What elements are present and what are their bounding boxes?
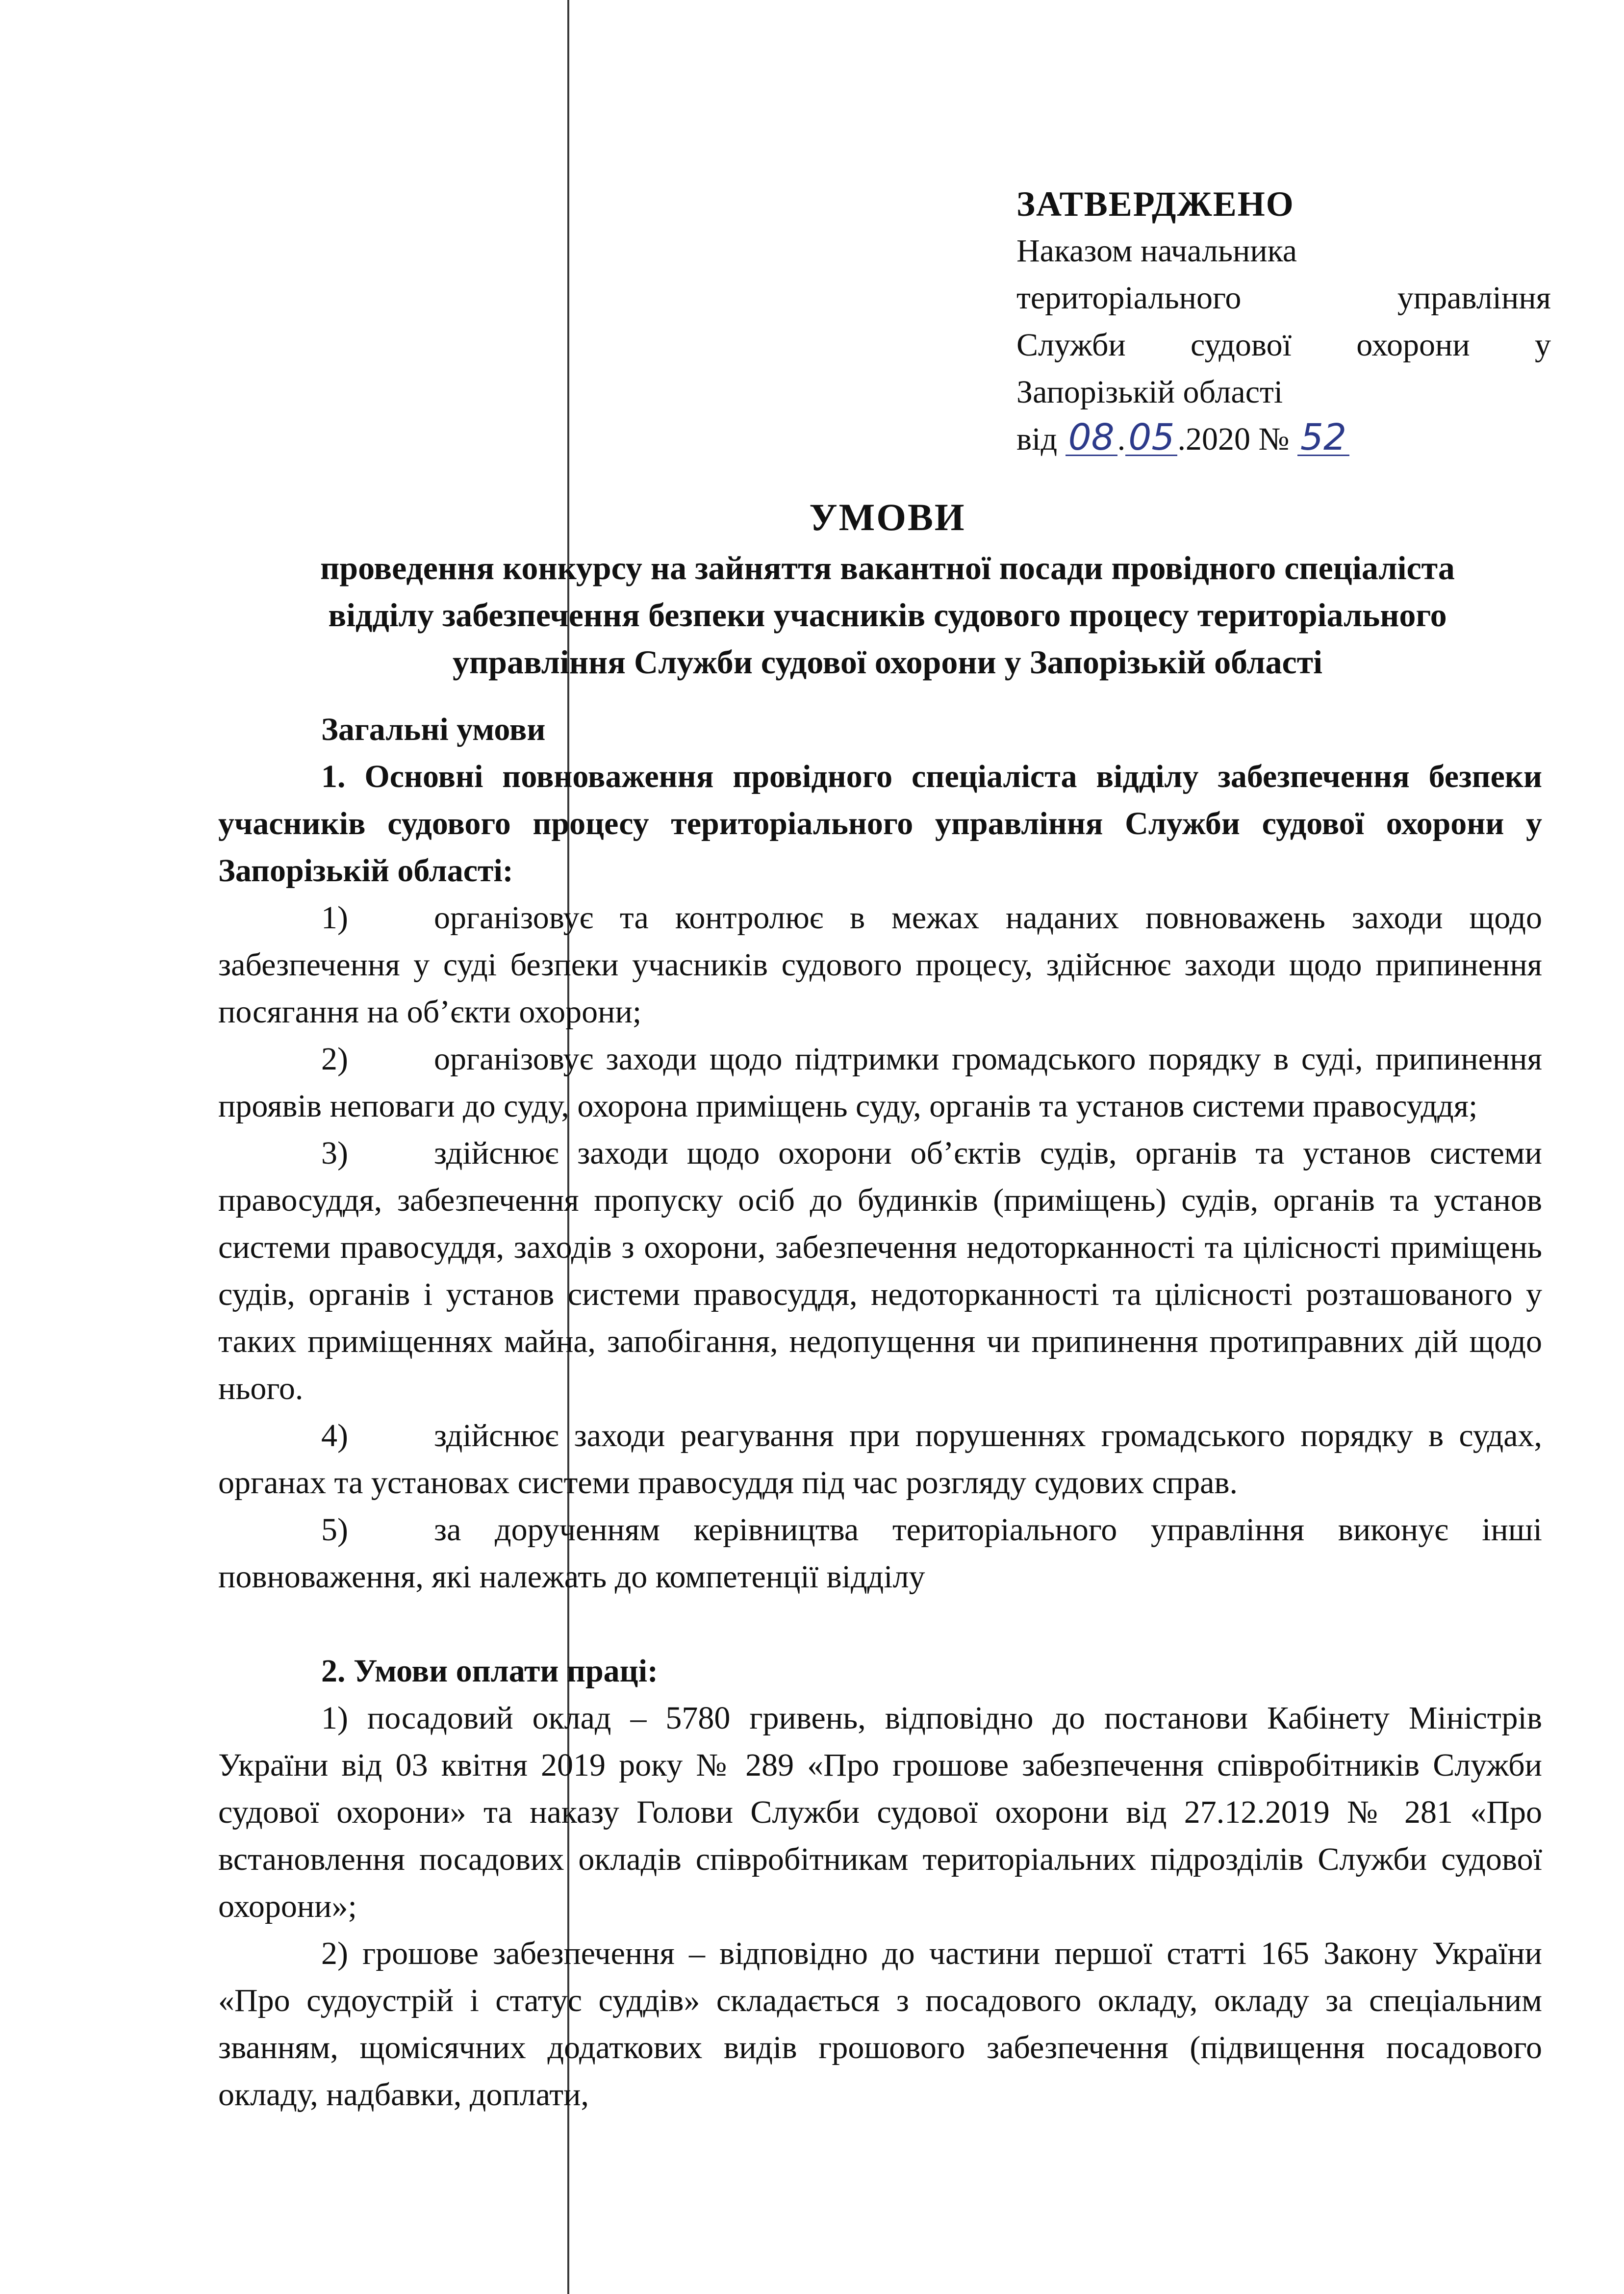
duty-item <box>218 894 1542 1036</box>
duty-text: за дорученням керівництва територіального управління виконує інші повноваження, які належать до компетенції відділу <box>218 1512 1542 1595</box>
section-2-title: 2. Умови оплати праці: <box>321 1653 659 1689</box>
duty-item <box>218 1412 1542 1506</box>
handwritten-order-number: 52 <box>1297 420 1349 456</box>
heading-subtitle-1: проведення конкурсу на зайняття вакантної посади провідного спеціаліста <box>320 549 1455 586</box>
date-separator: . <box>1117 421 1126 457</box>
general-title: Загальні умови <box>321 712 546 747</box>
duty-number: 5) <box>321 1512 348 1548</box>
approval-title: ЗАТВЕРДЖЕНО <box>1016 184 1294 224</box>
duty-text: організовує та контролює в межах наданих повноважень заходи щодо забезпечення у суді безпеки учасників судового процесу, здійснює заходи щодо припинення посягання на об’єкти охорони; <box>218 900 1542 1030</box>
date-prefix: від <box>1016 421 1058 457</box>
section-spacer <box>218 1601 1542 1648</box>
heading-subtitle-2: відділу забезпечення безпеки учасників судового процесу територіального <box>328 596 1447 634</box>
duty-item <box>218 1036 1542 1130</box>
date-year: .2020 № <box>1177 421 1290 457</box>
duty-text: здійснює заходи щодо охорони об’єктів судів, органів та установ системи правосуддя, забезпечення пропуску осіб до будинків (приміщень) судів, органів та установ системи правосуддя, заходів з охорони, забезпечення недоторканності та цілісності приміщень судів, органів і установ системи правосуддя, недоторканності та цілісності розташованого у таких приміщеннях майна, запобігання, недопущення чи припинення протиправних дій щодо нього. <box>218 1135 1542 1406</box>
approval-line-1: Наказом начальника <box>1016 233 1297 269</box>
document-body <box>218 706 1542 2118</box>
duty-item <box>218 1130 1542 1412</box>
approval-date-line <box>1016 416 1551 463</box>
duty-number: 2) <box>321 1041 348 1077</box>
pay-item: 1) посадовий оклад – 5780 гривень, відповідно до постанови Кабінету Міністрів України від 03 квітня 2019 року № 289 «Про грошове забезпечення співробітників Служби судової охорони» та наказу Голови Служби судової охорони від 27.12.2019 № 281 «Про встановлення посадових окладів співробітникам територіальних підрозділів Служби судової охорони»; <box>218 1700 1542 1924</box>
duty-number: 3) <box>321 1135 348 1171</box>
approval-line-2a: територіального <box>1016 280 1242 316</box>
heading-subtitle-3: управління Служби судової охорони у Запорізькій області <box>452 643 1323 681</box>
heading-title: УМОВИ <box>809 496 966 538</box>
duty-text: здійснює заходи реагування при порушеннях громадського порядку в судах, органах та установах системи правосуддя під час розгляду судових справ. <box>218 1418 1542 1501</box>
approval-block <box>1016 180 1551 463</box>
approval-line-3: Служби судової охорони у <box>1016 327 1551 363</box>
duty-item <box>218 1506 1542 1601</box>
document-heading <box>226 490 1549 686</box>
duty-text: організовує заходи щодо підтримки громадського порядку в суді, припинення проявів неповаги до суду, охорона приміщень суду, органів та установ системи правосуддя; <box>218 1041 1542 1124</box>
handwritten-month: 05 <box>1125 420 1177 456</box>
duty-number: 4) <box>321 1418 348 1453</box>
approval-line-2 <box>1016 275 1551 322</box>
section-1-title: 1. Основні повноваження провідного спеціаліста відділу забезпечення безпеки учасників судового процесу територіального управління Служби судової охорони у Запорізькій області: <box>218 759 1542 889</box>
handwritten-day: 08 <box>1066 420 1117 456</box>
approval-line-2b: управління <box>1397 280 1551 316</box>
approval-line-4: Запорізькій області <box>1016 374 1283 410</box>
duty-number: 1) <box>321 900 348 936</box>
pay-item: 2) грошове забезпечення – відповідно до частини першої статті 165 Закону України «Про судоустрій і статус суддів» складається з посадового окладу, окладу за спеціальним званням, щомісячних додаткових видів грошового забезпечення (підвищення посадового окладу, надбавки, доплати, <box>218 1936 1542 2113</box>
